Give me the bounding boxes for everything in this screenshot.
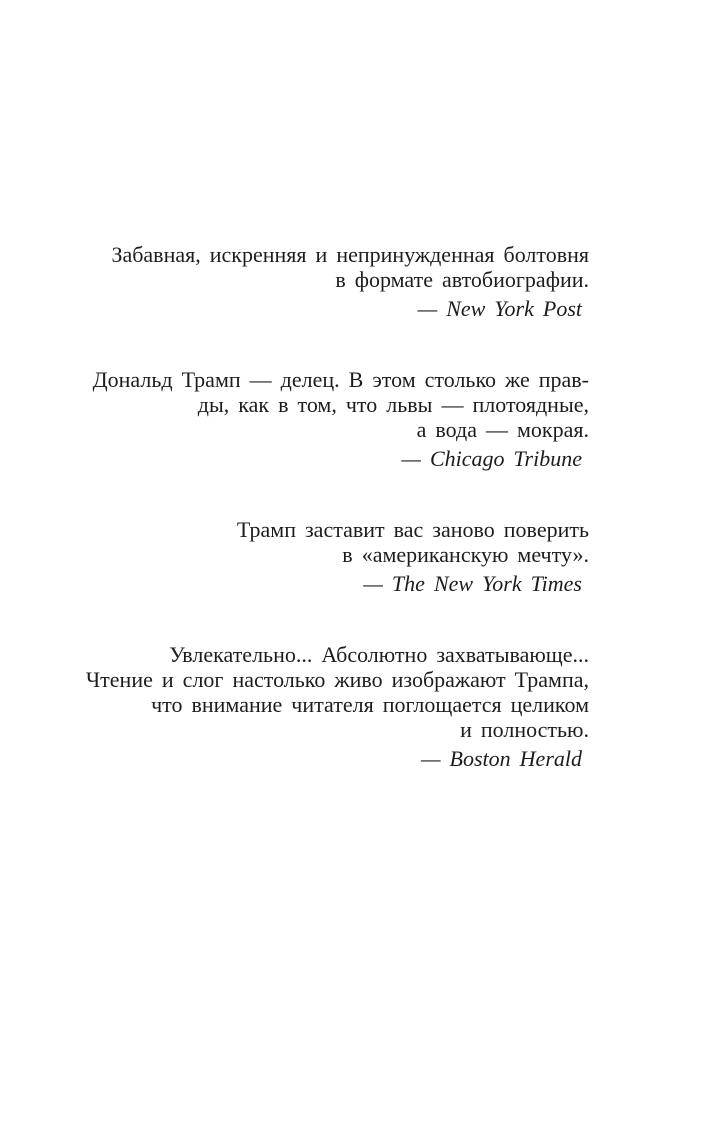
quote-line: Увлекательно... Абсолютно захватывающе... [169,642,589,667]
press-quote [85,367,589,471]
quote-line: что внимание читателя поглощается целиком [151,692,589,717]
quote-line: Трамп заставит вас заново поверить [236,517,589,542]
quote-attribution: — Chicago Tribune [401,446,582,471]
quote-attribution: — New York Post [417,296,582,321]
press-quote [85,642,589,771]
quote-line: в формате автобиографии. [335,267,589,292]
quote-line: ды, как в том, что львы — плотоядные, [197,392,589,417]
quote-line: в «американскую мечту». [342,542,589,567]
press-quote [85,517,589,596]
quote-line: Дональд Трамп — делец. В этом столько же прав- [92,367,589,392]
quote-line: Чтение и слог настолько живо изображают Трампа, [85,667,589,692]
quote-attribution: — Boston Herald [420,746,582,771]
quote-line: Забавная, искренняя и непринужденная болтовня [111,242,589,267]
quote-line: а вода — мокрая. [416,417,589,442]
quote-attribution: — The New York Times [363,571,582,596]
quote-line: и полностью. [460,717,589,742]
press-quote [85,242,589,321]
